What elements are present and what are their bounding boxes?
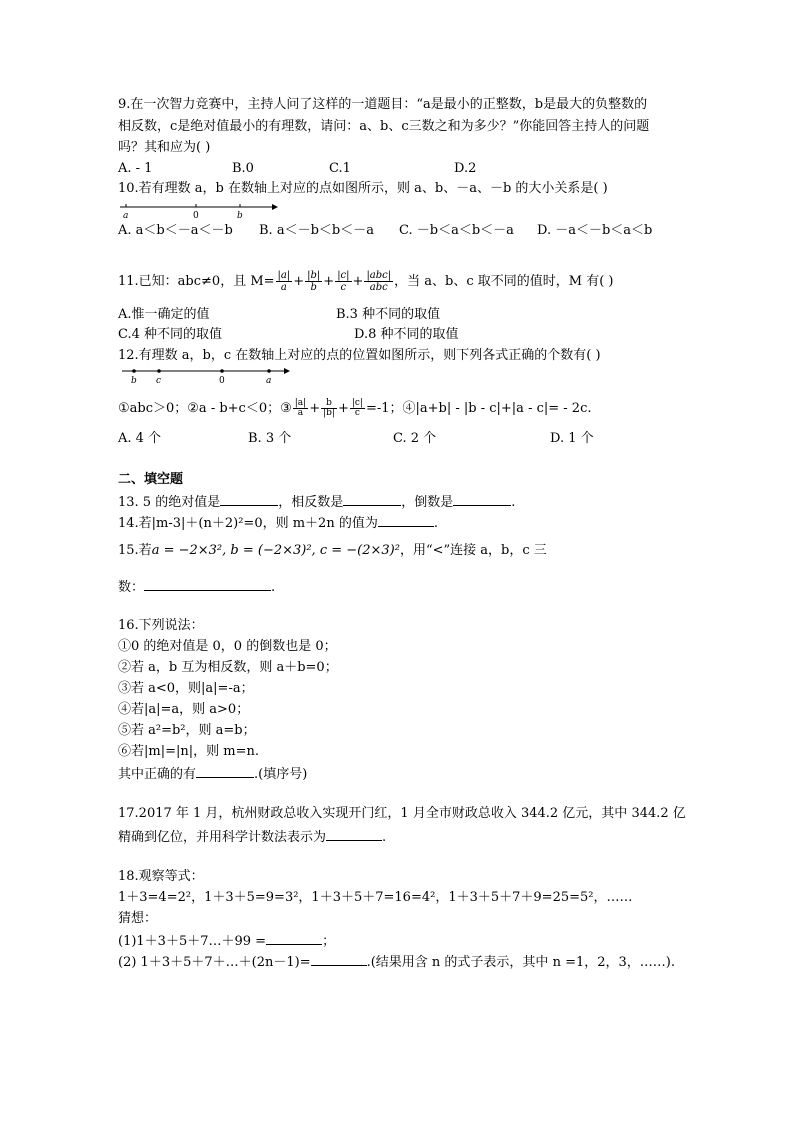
q16-item-4: ④若|a|=a，则 a>0； <box>118 702 250 717</box>
q16-title: 16.下列说法： <box>118 618 204 633</box>
q13-blank-opposite[interactable] <box>343 492 401 506</box>
q14-line <box>118 513 438 533</box>
q12-label-b: b <box>131 376 137 386</box>
q12-point-c <box>157 369 161 373</box>
q10-option-a: A. a＜b＜－a＜－b <box>118 223 233 238</box>
q10-option-c: C. －b＜a＜b＜－a <box>399 223 514 238</box>
q9-option-c: C.1 <box>329 161 351 176</box>
q12-point-b <box>132 369 136 373</box>
q11-frac-a: $\frac{|a|}{a}$ <box>277 270 291 293</box>
q11-suffix: ，当 a、b、c 取不同的值时，M 有( ) <box>394 274 614 289</box>
q12-option-c: C. 2 个 <box>393 431 437 446</box>
q14-text-2: . <box>433 516 438 531</box>
q16-answer-text-1: 其中正确的有 <box>118 767 197 782</box>
q11-stem: 11.已知：abc≠0，且 M= $\frac{|a|}{a}$ + $\frac{|b|}{b}$ + $\frac{|c|}{c}$ + $\frac{\text{|abc|}}{\text{abc}}$ ，当 a、b、c 取不同的值时，M 有( ) <box>118 270 614 293</box>
q13-text-3: ，倒数是 <box>401 495 454 510</box>
q18-title: 18.观察等式： <box>118 869 204 884</box>
q13-text-4: . <box>511 495 516 510</box>
q10-stem: 10.若有理数 a，b 在数轴上对应的点如图所示，则 a、b、－a、－b 的大小关系是( ) <box>118 181 608 196</box>
q15-line1 <box>118 542 547 560</box>
q9-line1: 9.在一次智力竞赛中，主持人问了这样的一道题目：“a是最小的正整数，b是最大的负整数的 <box>118 97 648 112</box>
q11-option-b: B.3 种不同的取值 <box>336 307 441 322</box>
q15-blank[interactable] <box>144 577 271 591</box>
q11-frac-abc: $\frac{\text{|abc|}}{\text{abc}}$ <box>366 270 392 293</box>
q18-part1 <box>118 931 335 951</box>
q12-option-a: A. 4 个 <box>118 431 162 446</box>
q16-item-5: ⑤若 a²=b²，则 a=b； <box>118 723 256 738</box>
q12-frac-c: $\frac{|c|}{c}$ <box>351 398 363 418</box>
q12-label-0: 0 <box>219 376 225 386</box>
q10-number-line <box>118 199 280 221</box>
q16-item-2: ②若 a，b 互为相反数，则 a＋b=0； <box>118 660 338 675</box>
q15-text-4: . <box>271 580 276 595</box>
q14-text-1: 14.若|m-3|＋(n＋2)²=0，则 m＋2n 的值为 <box>118 516 378 531</box>
q10-label-b: b <box>237 211 243 221</box>
q18-part2-text-1: (2) 1＋3＋5＋7＋…＋(2n－1)= <box>118 955 311 970</box>
q18-part2-text-2: .(结果用含 n 的式子表示，其中 n =1，2，3，……). <box>366 955 675 970</box>
q16-item-1: ①0 的绝对值是 0，0 的倒数也是 0； <box>118 639 337 654</box>
q16-answer-line <box>118 764 307 784</box>
q11-prefix: 11.已知：abc≠0，且 M= <box>118 274 275 289</box>
q12-frac-b: $\frac{b}{|b|}$ <box>323 398 335 418</box>
q18-equations: 1＋3=4=2²，1＋3＋5=9=3²，1＋3＋5＋7=16=4²，1＋3＋5＋7＋9=25=5²，…… <box>118 890 633 905</box>
q17-blank[interactable] <box>326 827 382 841</box>
q12-label-c: c <box>156 376 162 386</box>
q17-line2 <box>118 827 386 847</box>
q11-option-d: D.8 种不同的取值 <box>354 327 459 342</box>
q12-option-b: B. 3 个 <box>248 431 292 446</box>
q11-frac-c: $\frac{|c|}{c}$ <box>337 270 350 293</box>
q9-line3: 吗？其和应为( ) <box>118 140 211 155</box>
q16-answer-text-2: .(填序号) <box>254 767 308 782</box>
q18-part2 <box>118 952 675 972</box>
q12-option-d: D. 1 个 <box>550 431 594 446</box>
q12-expr-start: ①abc＞0；②a - b+c＜0；③ <box>118 401 292 416</box>
q10-option-d: D. －a＜－b＜a＜b <box>537 223 653 238</box>
q12-axis-arrow <box>284 368 290 374</box>
q13-line <box>118 492 515 512</box>
q12-frac-a: $\frac{|a|}{a}$ <box>294 398 307 418</box>
q18-guess: 猜想： <box>118 911 158 926</box>
q15-formula: a = −2×3², b = (−2×3)², c = −(2×3)² <box>151 543 400 558</box>
q9-option-a: A. - 1 <box>118 161 153 176</box>
q18-part1-blank[interactable] <box>266 931 322 945</box>
section-title-fill-in: 二、填空题 <box>118 472 184 487</box>
q18-part1-text-1: (1)1＋3＋5＋7…＋99 = <box>118 934 267 949</box>
q12-label-a: a <box>266 376 272 386</box>
q14-blank[interactable] <box>378 513 434 527</box>
q16-item-3: ③若 a<0，则|a|=-a； <box>118 681 254 696</box>
q17-line1: 17.2017 年 1 月，杭州财政总收入实现开门红，1 月全市财政总收入 344.2 亿元，其中 344.2 亿 <box>118 806 686 821</box>
q9-line2: 相反数，c是绝对值最小的有理数，请问：a、b、c三数之和为多少？”你能回答主持人的问题 <box>118 119 650 134</box>
q12-point-a <box>267 369 271 373</box>
q10-label-a: a <box>123 211 129 221</box>
q10-option-b: B. a＜－b＜b＜－a <box>259 223 374 238</box>
q10-label-0: 0 <box>193 211 199 221</box>
q13-blank-reciprocal[interactable] <box>453 492 511 506</box>
q17-text-1: 精确到亿位，并用科学计数法表示为 <box>118 830 327 845</box>
q11-option-c: C.4 种不同的取值 <box>118 327 223 342</box>
q15-text-2: ，用“<”连接 a，b，c 三 <box>399 543 547 558</box>
q18-part2-blank[interactable] <box>311 952 367 966</box>
q12-stem: 12.有理数 a，b，c 在数轴上对应的点的位置如图所示，则下列各式正确的个数有( ) <box>118 348 601 363</box>
q13-blank-abs[interactable] <box>220 492 278 506</box>
q15-text-3: 数： <box>118 580 145 595</box>
q9-option-b: B.0 <box>232 161 254 176</box>
q12-expr-end: =-1；④|a+b| - |b - c|+|a - c|= - 2c. <box>365 401 592 416</box>
q11-option-a: A.惟一确定的值 <box>118 307 210 322</box>
q17-text-2: . <box>382 830 387 845</box>
q12-expressions: ①abc＞0；②a - b+c＜0；③ $\frac{|a|}{a}$ + $\frac{b}{|b|}$ + $\frac{|c|}{c}$ =-1；④|a+b| - |b - c|+|a - c|= - 2c. <box>118 398 592 418</box>
q13-text-1: 13. 5 的绝对值是 <box>118 495 221 510</box>
q12-number-line <box>118 364 294 386</box>
q16-item-6: ⑥若|m|=|n|，则 m=n. <box>118 744 259 759</box>
q15-line2 <box>118 577 275 597</box>
q10-axis-arrow <box>272 204 278 210</box>
q13-text-2: ，相反数是 <box>278 495 344 510</box>
q16-blank[interactable] <box>196 764 254 778</box>
q11-frac-b: $\frac{|b|}{b}$ <box>307 270 321 293</box>
q18-part1-text-2: ； <box>322 934 336 949</box>
q12-point-0 <box>220 369 224 373</box>
q15-text-1: 15.若 <box>118 543 152 558</box>
q9-option-d: D.2 <box>454 161 477 176</box>
